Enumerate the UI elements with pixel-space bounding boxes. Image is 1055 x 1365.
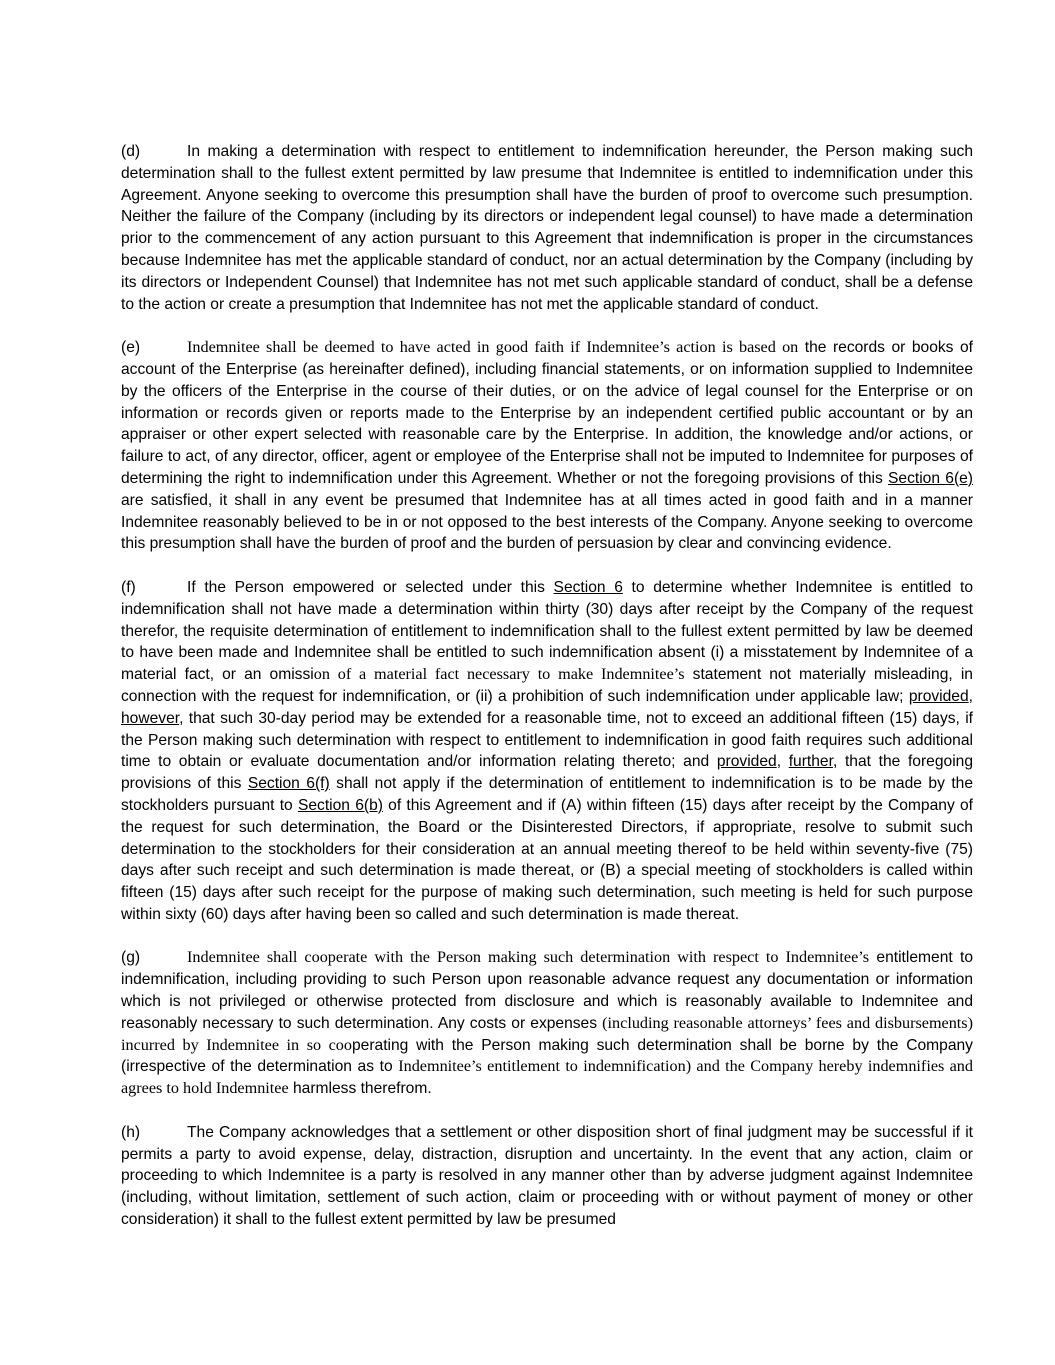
paragraph-text-serif: Indemnitee shall cooperate with the Person making such determination with respect to Indemnitee’s — [187, 948, 870, 967]
section-reference: Section 6(e) — [888, 469, 974, 487]
paragraph-text: entitlement to indemnification, including providing to such Person upon reasonable advance request any documentation or information which is not privileged or otherwise protected from disclosure and which is reasonably available to Indemnitee and reasonably necessary to such determination. Any costs or expenses — [121, 949, 974, 1032]
underlined-term: further — [788, 753, 833, 771]
paragraph-text-serif: (including reasonable attorneys’ fees and disbursements) incurred by Indemnitee in so coo — [121, 1013, 973, 1054]
paragraph-text: perating with the Person making such determination shall be borne by the Company (irrespective of the determination as to — [121, 1036, 973, 1076]
paragraph-label: (d) — [121, 143, 141, 160]
paragraph-text: to determine whether Indemnitee is entitled to indemnification shall not have made a determination within thirty (30) days after receipt by the Company of the request therefor, the requisite determination of entitlement to indemnification shall to the fullest extent permitted by law be deemed to have been made and Indemnitee shall be entitled to such indemnification absent (i) a misstatement by Indemnitee of a material fact, or an omissi — [121, 578, 973, 684]
document-page — [121, 141, 973, 1253]
paragraph-text: The Company acknowledges that a settlement or other disposition short of final judgment may be successful if it permits a party to avoid expense, delay, distraction, disruption and uncertainty. In the event that any action, claim or proceeding to which Indemnitee is a party is resolved in any manner other than by adverse judgment against Indemnitee (including, without limitation, settlement of such action, claim or proceeding with or without payment of money or other consideration) it shall to the fullest extent permitted by law be presumed — [121, 1123, 973, 1229]
paragraph-e — [121, 337, 973, 555]
paragraph-text: In making a determination with respect to entitlement to indemnification hereunder, the Person making such determination shall to the fullest extent permitted by law presume that Indemnitee is entitled to indemnification under this Agreement. Anyone seeking to overcome this presumption shall have the burden of proof to overcome such presumption. Neither the failure of the Company (including by its directors or independent legal counsel) to have made a determination prior to the commencement of any action pursuant to this Agreement that indemnification is proper in the circumstances because Indemnitee has met the applicable standard of conduct, nor an actual determination by the Company (including by its directors or Independent Counsel) that Indemnitee has not met such applicable standard of conduct, shall be a defense to the action or create a presumption that Indemnitee has not met the applicable standard of conduct. — [121, 143, 973, 313]
section-reference: Section 6 — [553, 578, 623, 596]
paragraph-f — [121, 577, 973, 926]
paragraph-text: harmless therefrom. — [288, 1080, 432, 1098]
paragraph-text: , that such 30-day period may be extended for a reasonable time, not to exceed an additional fifteen (15) days, if the Person making such determination with respect to entitlement to indemnification in good faith requires such additional time to obtain or evaluate documentation and/or information relating thereto; and — [121, 709, 973, 771]
paragraph-text: statement not materially misleading, in connection with the request for indemnification, or (ii) a prohibition of such indemnification under applicable law; — [121, 666, 973, 705]
paragraph-text: , that the foregoing provisions of this — [121, 753, 974, 793]
underlined-term: however — [121, 709, 180, 727]
paragraph-text-serif: on of a material fact necessary to make Indemnitee’s — [313, 665, 685, 684]
paragraph-text-serif: Indemnitee shall be deemed to have acted in good faith if Indemnitee’s action is based on — [187, 338, 799, 357]
paragraph-text: shall not apply if the determination of entitlement to indemnification is to be made by the stockholders pursuant to — [121, 775, 973, 814]
underlined-term: provided — [716, 753, 777, 771]
paragraph-text: the records or books of account of the Enterprise (as hereinafter defined), including financial statements, or on information supplied to Indemnitee by the officers of the Enterprise in the course of their duties, or on the advice of legal counsel for the Enterprise or on information or records given or reports made to the Enterprise by an independent certified public accountant or by an appraiser or other expert selected with reasonable care by the Enterprise. In addition, the knowledge and/or actions, or failure to act, of any director, officer, agent or employee of the Enterprise shall not be imputed to Indemnitee for purposes of determining the right to indemnification under this Agreement. Whether or not the foregoing provisions of this — [121, 339, 973, 487]
paragraph-text: of this Agreement and if (A) within fifteen (15) days after receipt by the Company of the request for such determination, the Board or the Disinterested Directors, if appropriate, resolve to submit such determination to the stockholders for their consideration at an annual meeting thereof to be held within seventy-five (75) days after such receipt and such determination is made thereat, or (B) a special meeting of stockholders is called within fifteen (15) days after such receipt for the purpose of making such determination, such meeting is held for such purpose within sixty (60) days after having been so called and such determination is made thereat. — [121, 796, 973, 923]
underlined-term: provided — [908, 687, 969, 705]
paragraph-text: , — [776, 753, 789, 771]
paragraph-label: (e) — [121, 339, 141, 357]
paragraph-h — [121, 1122, 973, 1231]
section-reference: Section 6(b) — [297, 796, 383, 814]
paragraph-label: (g) — [121, 949, 141, 967]
paragraph-text: If the Person empowered or selected under this — [187, 578, 554, 596]
paragraph-d — [121, 141, 973, 315]
paragraph-g — [121, 947, 973, 1100]
paragraph-text-serif: Indemnitee’s entitlement to indemnification) and the Company hereby indemnifies and agrees to hold Indemnitee — [121, 1057, 973, 1098]
paragraph-label: (f) — [121, 578, 136, 596]
paragraph-label: (h) — [121, 1123, 141, 1141]
paragraph-text: are satisfied, it shall in any event be presumed that Indemnitee has at all times acted in good faith and in a manner Indemnitee reasonably believed to be in or not opposed to the best interests of the Company. Anyone seeking to overcome this presumption shall have the burden of proof and the burden of persuasion by clear and convincing evidence. — [121, 491, 973, 553]
paragraph-text: , — [968, 687, 973, 705]
section-reference: Section 6(f) — [247, 775, 330, 793]
